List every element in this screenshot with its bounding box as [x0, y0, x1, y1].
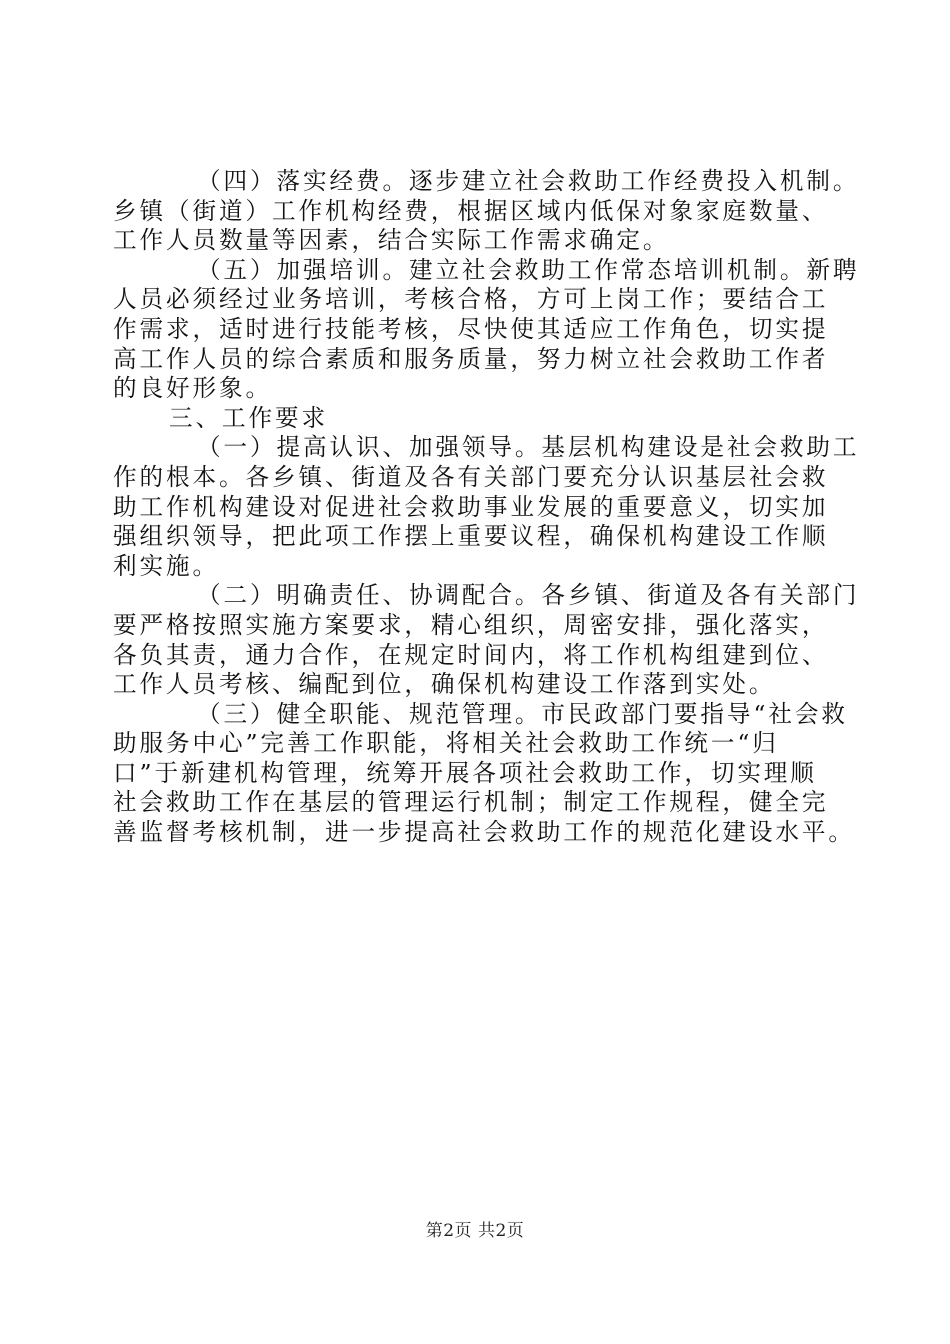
- text-line: 工作人员考核、编配到位，确保机构建设工作落到实处。: [113, 670, 776, 699]
- text-line: 善监督考核机制，进一步提高社会救助工作的规范化建设水平。: [113, 818, 855, 847]
- text-line: 要严格按照实施方案要求，精心组织，周密安排，强化落实，: [113, 610, 829, 639]
- page-number-label: 第2页 共2页: [425, 1221, 525, 1241]
- text-line: 社会救助工作在基层的管理运行机制；制定工作规程，健全完: [113, 788, 829, 817]
- text-line: 各负其责，通力合作，在规定时间内，将工作机构组建到位、: [113, 640, 829, 669]
- text-line: （四）落实经费。逐步建立社会救助工作经费投入机制。: [197, 167, 860, 195]
- text-line: 的良好形象。: [113, 374, 272, 403]
- text-line: （二）明确责任、协调配合。各乡镇、街道及各有关部门: [197, 581, 860, 610]
- text-line: （三）健全职能、规范管理。市民政部门要指导“社会救: [197, 699, 848, 728]
- section-heading: 三、工作要求: [169, 403, 328, 432]
- text-line: 作需求，适时进行技能考核，尽快使其适应工作角色，切实提: [113, 314, 829, 343]
- text-line: 乡镇（街道）工作机构经费，根据区域内低保对象家庭数量、: [113, 196, 829, 225]
- body-text: [113, 167, 860, 848]
- text-line: 口”于新建机构管理，统筹开展各项社会救助工作，切实理顺: [113, 758, 817, 787]
- page-footer: [0, 1216, 950, 1241]
- text-line: （一）提高认识、加强领导。基层机构建设是社会救助工: [197, 433, 860, 462]
- text-line: 利实施。: [113, 551, 219, 580]
- text-line: 强组织领导，把此项工作摆上重要议程，确保机构建设工作顺: [113, 522, 829, 551]
- text-line: 助工作机构建设对促进社会救助事业发展的重要意义，切实加: [113, 492, 829, 521]
- text-line: 助服务中心”完善工作职能，将相关社会救助工作统一“归: [113, 729, 779, 758]
- text-line: 高工作人员的综合素质和服务质量，努力树立社会救助工作者: [113, 344, 829, 373]
- text-line: （五）加强培训。建立社会救助工作常态培训机制。新聘: [197, 255, 860, 284]
- text-line: 作的根本。各乡镇、街道及各有关部门要充分认识基层社会救: [113, 462, 829, 491]
- text-line: 人员必须经过业务培训，考核合格，方可上岗工作；要结合工: [113, 285, 829, 314]
- text-line: 工作人员数量等因素，结合实际工作需求确定。: [113, 226, 670, 255]
